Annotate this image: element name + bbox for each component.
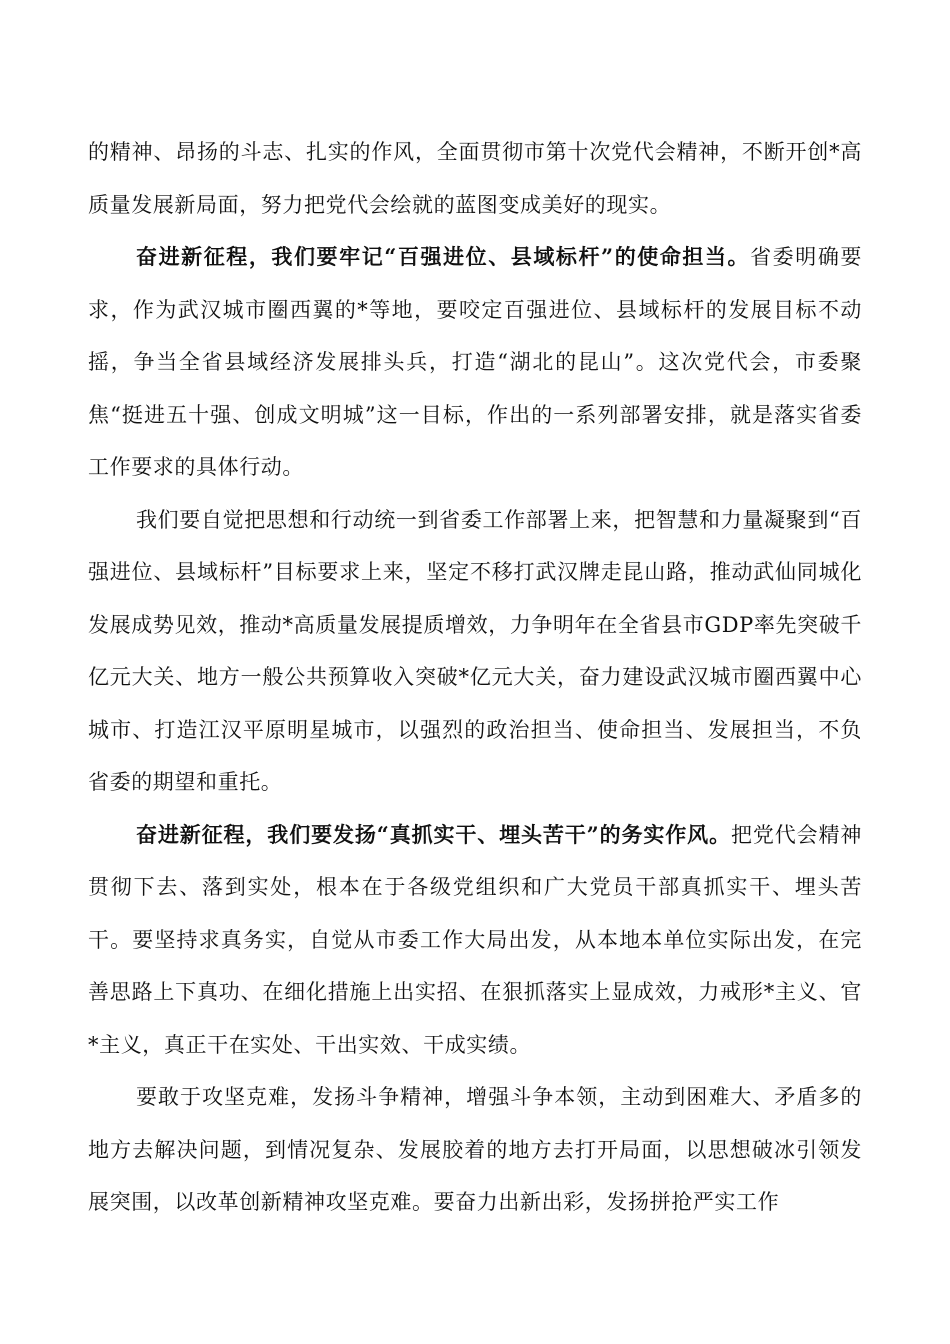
- paragraph-goals: [88, 494, 862, 809]
- document-body: [88, 126, 862, 1229]
- paragraph-lead-heading: 奋进新征程，我们要发扬“真抓实干、埋头苦干”的务实作风。: [136, 821, 731, 847]
- paragraph-text: 要敢于攻坚克难，发扬斗争精神，增强斗争本领，主动到困难大、矛盾多的地方去解决问题，到情况复杂、发展胶着的地方去打开局面，以思想破冰引领发展突围，以改革创新精神攻坚克难。要奋力出新出彩，发扬拼抢严实工作: [88, 1085, 862, 1214]
- paragraph-tackle-difficulties: [88, 1071, 862, 1229]
- paragraph-text: 我们要自觉把思想和行动统一到省委工作部署上来，把智慧和力量凝聚到“百强进位、县域标杆”目标要求上来，坚定不移打武汉牌走昆山路，推动武仙同城化发展成势见效，推动*高质量发展提质增效，力争明年在全省县市GDP率先突破千亿元大关、地方一般公共预算收入突破*亿元大关，奋力建设武汉城市圈西翼中心城市、打造江汉平原明星城市，以强烈的政治担当、使命担当、发展担当，不负省委的期望和重托。: [88, 507, 862, 794]
- paragraph-text: 省委明确要求，作为武汉城市圈西翼的*等地，要咬定百强进位、县域标杆的发展目标不动摇，争当全省县域经济发展排头兵，打造“湖北的昆山”。这次党代会，市委聚焦“挺进五十强、创成文明城”这一目标，作出的一系列部署安排，就是落实省委工作要求的具体行动。: [88, 245, 862, 479]
- paragraph-work-style: [88, 809, 862, 1072]
- paragraph-text: 的精神、昂扬的斗志、扎实的作风，全面贯彻市第十次党代会精神，不断开创*高质量发展新局面，努力把党代会绘就的蓝图变成美好的现实。: [88, 140, 862, 217]
- paragraph-mission: [88, 231, 862, 494]
- paragraph-text: 把党代会精神贯彻下去、落到实处，根本在于各级党组织和广大党员干部真抓实干、埋头苦干。要坚持求真务实，自觉从市委工作大局出发，从本地本单位实际出发，在完善思路上下真功、在细化措施上出实招、在狠抓落实上显成效，力戒形*主义、官*主义，真正干在实处、干出实效、干成实绩。: [88, 822, 862, 1057]
- paragraph-continuation: [88, 126, 862, 231]
- paragraph-lead-heading: 奋进新征程，我们要牢记“百强进位、县域标杆”的使命担当。: [136, 244, 751, 269]
